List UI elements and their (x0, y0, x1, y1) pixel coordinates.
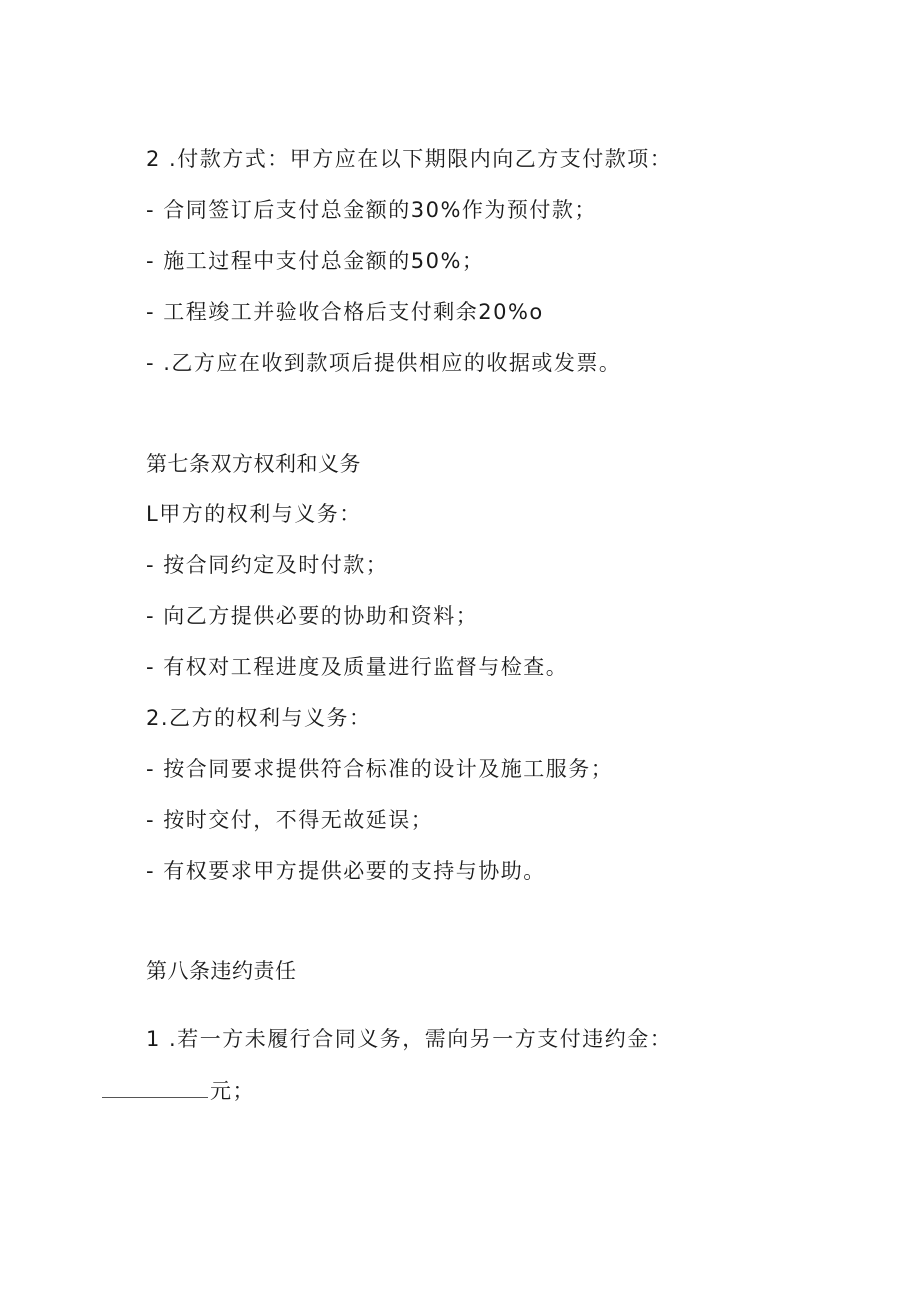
breach-clause-1: 1 .若一方未履行合同义务，需向另一方支付违约金： (146, 1027, 673, 1051)
party-a-heading: L甲方的权利与义务： (146, 502, 362, 526)
penalty-amount-unit: 元； (210, 1079, 255, 1103)
payment-method-heading: 2 .付款方式：甲方应在以下期限内向乙方支付款项： (146, 147, 673, 171)
party-b-item-2: - 按时交付，不得无故延误； (146, 808, 434, 832)
payment-item-2: - 施工过程中支付总金额的50%； (146, 249, 485, 273)
payment-item-3: - 工程竣工并验收合格后支付剩余20%o (146, 300, 544, 324)
article-7-title: 第七条双方权利和义务 (146, 452, 361, 476)
article-8-title: 第八条违约责任 (146, 959, 297, 983)
party-a-item-2: - 向乙方提供必要的协助和资料； (146, 604, 479, 628)
party-a-item-3: - 有权对工程进度及质量进行监督与检查。 (146, 655, 569, 679)
party-b-heading: 2.乙方的权利与义务： (146, 706, 372, 730)
party-a-item-1: - 按合同约定及时付款； (146, 553, 389, 577)
payment-item-1: - 合同签订后支付总金额的30%作为预付款； (146, 198, 597, 222)
penalty-amount-blank (102, 1079, 208, 1098)
penalty-amount-row (102, 1077, 255, 1105)
party-b-item-1: - 按合同要求提供符合标准的设计及施工服务； (146, 757, 614, 781)
payment-item-4: - .乙方应在收到款项后提供相应的收据或发票。 (146, 351, 622, 375)
party-b-item-3: - 有权要求甲方提供必要的支持与协助。 (146, 859, 546, 883)
